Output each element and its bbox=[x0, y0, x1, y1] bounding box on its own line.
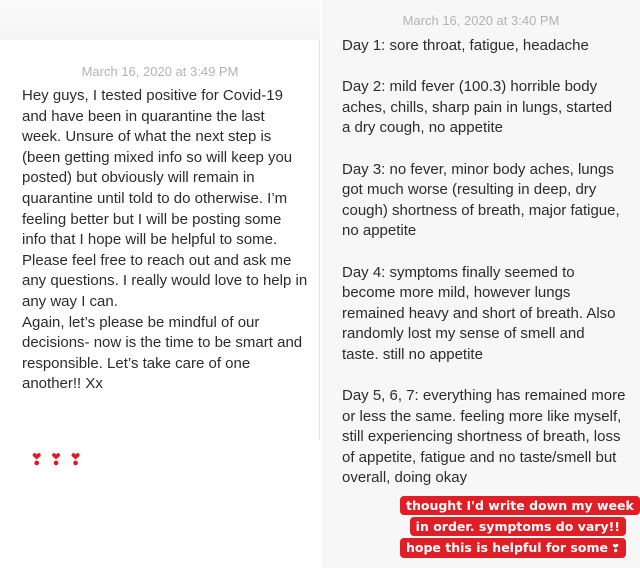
blurred-top-bar bbox=[0, 0, 320, 40]
heart-exclamation-icons: ❣❣❣ bbox=[30, 452, 89, 469]
symptom-log-text: Day 1: sore throat, fatigue, headache Day 2: mild fever (100.3) horrible body aches, chills, sharp pain in lungs, started a dry cough, no appetite Day 3: no fever, minor body aches, lungs got much worse (resulting in deep, dry cough) shortness of breath, major fatigue, no appetite Day 4: symptoms finally seemed to become more mild, however lungs remained heavy and short of breath. Also randomly lost my sense of smell and taste. still no appetite Day 5, 6, 7: everything has remained more or less the same. feeling more like myself, still experiencing shortness of breath, loss of appetite, fatigue and no taste/smell but overall, doing okay bbox=[342, 37, 626, 487]
note-body-text: Hey guys, I tested positive for Covid-19 and have been in quarantine the last week. Unsure of what the next step is (been getting mixed info so will keep you posted) but obviously will remain in quarantine until told to do otherwise. I’m feeling better but I will be posting some info that I hope will be helpful to some. Please feel free to reach out and ask me any questions. I really would love to help in any way I can. Again, let’s please be mindful of our decisions- now is the time to be smart and responsible. Let’s take care of one another!! Xx bbox=[22, 87, 308, 393]
sticker-line-3-text: hope this is helpful for some bbox=[406, 540, 608, 555]
sticker-line-1: thought I'd write down my week bbox=[400, 496, 640, 515]
sticker-line-2: in order. symptoms do vary!! bbox=[410, 517, 626, 536]
heart-icon: ❣ bbox=[610, 542, 621, 555]
note-date: March 16, 2020 at 3:49 PM bbox=[81, 64, 239, 79]
sticker-line-3 bbox=[400, 538, 626, 558]
right-note-screenshot bbox=[322, 0, 640, 568]
note-date: March 16, 2020 at 3:40 PM bbox=[402, 13, 560, 28]
caption-sticker bbox=[400, 494, 634, 558]
